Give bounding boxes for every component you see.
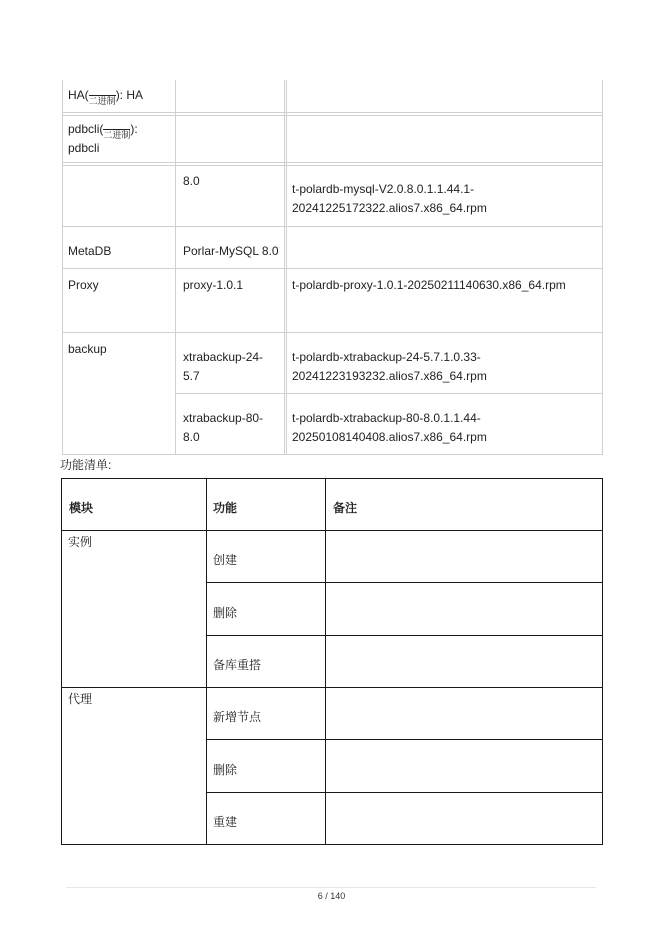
version-cell-line2: 5.7	[183, 369, 200, 383]
package-cell-line2: 20241223193232.alios7.x86_64.rpm	[292, 369, 487, 383]
component-cell-backup: backup	[68, 342, 107, 356]
component-cell-pdbcli: pdbcli(二进制):	[68, 122, 138, 140]
component-cell-ha: HA(二进制): HA	[68, 88, 144, 106]
package-cell: t-polardb-xtrabackup-80-8.0.1.1.44-	[292, 411, 481, 425]
version-cell: xtrabackup-80-	[183, 411, 264, 425]
feature-cell: 重建	[213, 815, 238, 829]
package-cell: t-polardb-xtrabackup-24-5.7.1.0.33-	[292, 350, 481, 364]
component-cell-pdbcli-line2: pdbcli	[68, 141, 100, 155]
version-cell: Porlar-MySQL 8.0	[183, 244, 279, 258]
footer-divider	[66, 887, 596, 888]
feature-cell: 创建	[213, 553, 238, 567]
module-cell: 代理	[68, 692, 93, 706]
version-cell: xtrabackup-24-	[183, 350, 264, 364]
version-cell-line2: 8.0	[183, 430, 200, 444]
header-notes: 备注	[333, 501, 358, 515]
package-cell-line2: 20250108140408.alios7.x86_64.rpm	[292, 430, 487, 444]
feature-cell: 删除	[213, 606, 238, 620]
package-cell: t-polardb-proxy-1.0.1-20250211140630.x86_64.rpm	[292, 278, 566, 292]
feature-cell: 删除	[213, 763, 238, 777]
version-cell: proxy-1.0.1	[183, 278, 244, 292]
package-cell-line2: 20241225172322.alios7.x86_64.rpm	[292, 201, 487, 215]
module-cell: 实例	[68, 535, 93, 549]
header-feature: 功能	[213, 501, 238, 515]
package-cell: t-polardb-mysql-V2.0.8.0.1.1.44.1-	[292, 182, 475, 196]
header-module: 模块	[69, 501, 94, 515]
feature-cell: 新增节点	[213, 710, 262, 724]
component-cell-metadb: MetaDB	[68, 244, 112, 258]
page-number: 6 / 140	[317, 891, 346, 901]
version-cell: 8.0	[183, 174, 200, 188]
feature-list-heading: 功能清单:	[60, 458, 112, 472]
feature-cell: 备库重搭	[213, 658, 262, 672]
component-cell-proxy: Proxy	[68, 278, 99, 292]
